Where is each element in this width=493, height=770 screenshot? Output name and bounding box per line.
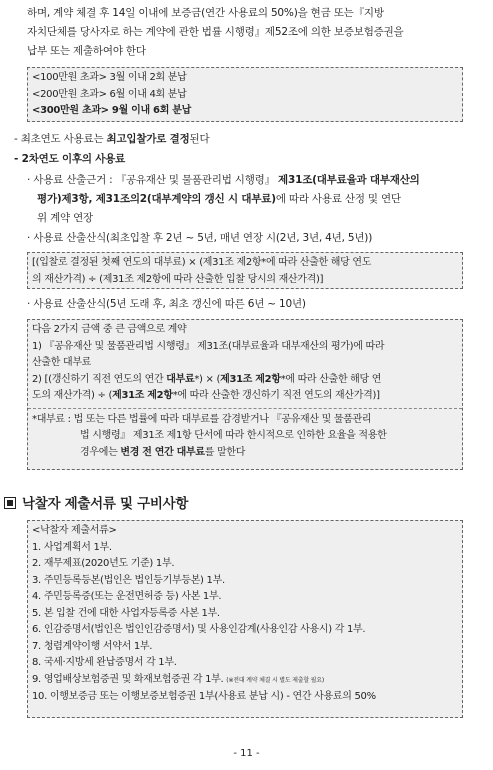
note-bold: 변경 전 연간 대부료 <box>120 446 205 458</box>
installment-box <box>27 67 463 122</box>
formula2-box <box>27 319 463 470</box>
formula1-heading: · 사용료 산출산식(최초입찰 후 2년 ~ 5년, 매년 연장 시(2년, 3년, 4년, 5년)) <box>27 232 373 244</box>
document-item: 3. 주민등록등본(법인은 법인등기부등본) 1부. <box>32 574 225 586</box>
basis-bold: 평가)제3항, 제31조의2(대부계약의 갱신 시 대부료) <box>37 193 276 205</box>
square-bullet-icon <box>4 497 16 509</box>
document-item: 5. 본 입찰 건에 대한 사업자등록증 사본 1부. <box>32 607 220 619</box>
formula2-text: *에 따라 산출한 해당 연 <box>280 373 382 385</box>
basis-line <box>27 171 487 190</box>
formula2-bold: 대부료 <box>166 373 195 385</box>
section-title <box>4 492 188 512</box>
document-item-note: (※전대 계약 체결 시 별도 제출할 필요) <box>226 676 324 684</box>
formula2-text: *에 따라 산출한 갱신하기 직전 연도의 재산가격)] <box>172 390 380 401</box>
basis-text: 에 따라 사용료 산정 및 연단 <box>275 193 401 205</box>
basis-text: · 사용료 산출근거 : 『공유재산 및 물품관리법 시행령』 <box>27 174 279 186</box>
section-title-text: 낙찰자 제출서류 및 구비사항 <box>22 496 189 512</box>
intro-line: 납부 또는 제출하여야 한다 <box>27 45 146 57</box>
formula1-line: [(입찰로 결정된 첫째 연도의 대부료) × (제31조 제2항*에 따라 산출한 해당 연도 <box>32 257 372 268</box>
formula2-heading: · 사용료 산출산식(5년 도래 후, 최초 갱신에 따른 6년 ~ 10년) <box>27 298 306 310</box>
documents-header: <낙찰자 제출서류> <box>32 525 117 536</box>
formula2-note <box>28 408 462 462</box>
formula2-text: 2) [(갱신하기 직전 연도의 연간 <box>32 373 167 385</box>
note-line: 법 시행령』 제31조 제1항 단서에 따라 한시적으로 인하한 요율을 적용한 <box>80 430 387 441</box>
formula2-bold: 제31조 제2항 <box>112 390 173 401</box>
formula2-line: 산출한 대부료 <box>32 357 92 368</box>
installment-row: <100만원 초과> 3월 이내 2회 분납 <box>32 72 187 83</box>
document-item: 7. 청렴계약이행 서약서 1부. <box>32 640 153 652</box>
first-year-prefix: - 최초연도 사용료는 <box>14 133 107 145</box>
first-year-line <box>14 130 209 149</box>
note-text: 경우에는 <box>80 446 121 458</box>
installment-row: <200만원 초과> 6월 이내 4회 분납 <box>32 88 187 100</box>
document-item: 10. 이행보증금 또는 이행보증보험증권 1부(사용료 분납 시) - 연간 사용료의 50% <box>32 691 376 702</box>
formula2-text: 도의 재산가격) ÷ ( <box>32 390 113 401</box>
note-line <box>32 445 458 462</box>
intro-paragraph <box>27 4 403 61</box>
basis-line <box>27 190 487 209</box>
document-item: 4. 주민등록증(또는 운전면허증 등) 사본 1부. <box>32 591 222 602</box>
document-item: 2. 재무제표(2020년도 기준) 1부. <box>32 558 175 569</box>
formula1-line: 의 재산가격) ÷ (제31조 제2항에 따라 산출한 입찰 당시의 재산가격)] <box>32 273 324 285</box>
formula2-line <box>32 388 458 405</box>
basis-line: 위 계약 연장 <box>37 212 93 224</box>
first-year-bold: 최고입찰가로 결정 <box>106 133 190 145</box>
installment-row: <300만원 초과> 9월 이내 6회 분납 <box>32 105 191 116</box>
formula2-line: 1) 『공유재산 및 물품관리법 시행령』 제31조(대부료율과 대부재산의 평가)에 따라 <box>32 340 385 352</box>
document-item: 6. 인감증명서(법인은 법인인감증명서) 및 사용인감계(사용인감 사용시) 각 1부. <box>32 624 366 635</box>
basis-bold: 제31조(대부료율과 대부재산의 <box>278 174 420 186</box>
first-year-suffix: 된다 <box>189 133 210 145</box>
formula2-line: 다음 2가지 금액 중 큰 금액으로 계약 <box>32 324 187 335</box>
document-item: 8. 국세·지방세 완납증명서 각 1부. <box>32 657 177 668</box>
note-line: *대부료 : 법 또는 다른 법률에 따라 대부료를 감경받거나 『공유재산 및 물품관리 <box>32 413 372 425</box>
intro-line: 자치단체를 당사자로 하는 계약에 관한 법률 시행령』제52조에 의한 보증보험증권을 <box>27 26 404 38</box>
note-text: 를 말한다 <box>204 446 246 458</box>
document-item-text: 9. 영업배상보험증권 및 화재보험증권 각 1부. <box>32 673 224 685</box>
basis-paragraph <box>27 171 487 228</box>
formula2-bold: 제31조 제2항 <box>220 373 281 385</box>
intro-line: 하며, 계약 체결 후 14일 이내에 보증금(연간 사용료의 50%)을 현금 또는『지방 <box>27 7 384 19</box>
second-year-heading: - 2차연도 이후의 사용료 <box>14 153 126 165</box>
documents-box <box>27 520 463 718</box>
document-item <box>32 672 458 690</box>
page-number: - 11 - <box>233 748 260 759</box>
formula1-box <box>27 252 463 289</box>
formula2-line <box>32 372 458 389</box>
document-item: 1. 사업계획서 1부. <box>32 541 112 553</box>
formula2-text: *) × ( <box>194 373 221 385</box>
